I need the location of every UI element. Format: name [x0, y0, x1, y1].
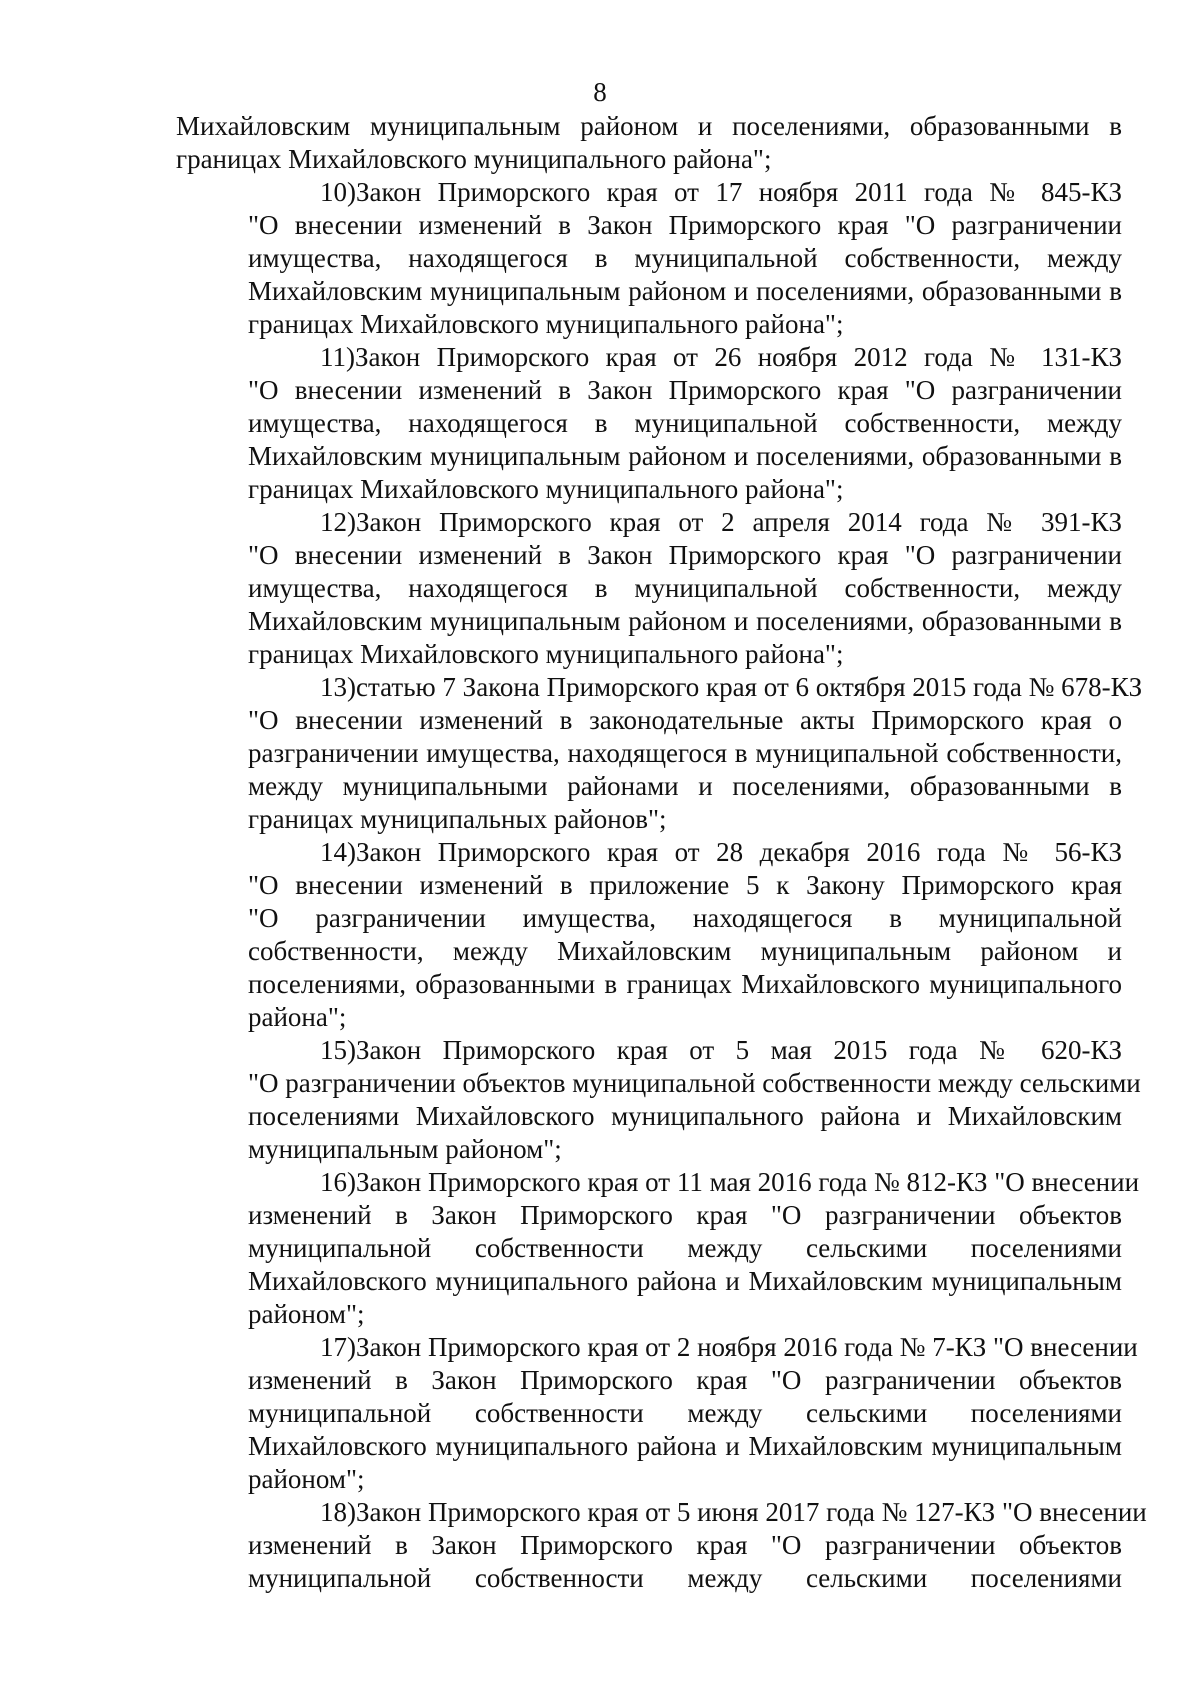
text-line: 17)Закон Приморского края от 2 ноября 2016 года № 7-КЗ "О внесении [320, 1332, 1138, 1362]
text-line: изменений в Закон Приморского края "О разграничении объектов [248, 1530, 1122, 1560]
paragraph-p11 [176, 341, 1122, 506]
text-line: "О разграничении имущества, находящегося в муниципальной [248, 903, 1122, 933]
text-line: имущества, находящегося в муниципальной собственности, между [248, 408, 1122, 438]
paragraph-p16 [176, 1166, 1140, 1331]
paragraph-p10 [176, 176, 1122, 341]
text-line: муниципальной собственности между сельскими поселениями [248, 1233, 1122, 1263]
text-line: изменений в Закон Приморского края "О разграничении объектов [248, 1365, 1122, 1395]
document-body [176, 110, 1147, 1595]
text-line: "О внесении изменений в приложение 5 к Закону Приморского края [248, 870, 1122, 900]
text-line: границах Михайловского муниципального района"; [248, 309, 844, 339]
text-line: муниципальной собственности между сельскими поселениями [248, 1398, 1122, 1428]
paragraph-p18 [176, 1496, 1147, 1595]
text-line: 14)Закон Приморского края от 28 декабря 2016 года № 56-КЗ [320, 837, 1122, 867]
text-line: муниципальным районом"; [248, 1134, 562, 1164]
page-number: 8 [593, 77, 607, 107]
text-line: 10)Закон Приморского края от 17 ноября 2011 года № 845-КЗ [320, 177, 1122, 207]
text-line: Михайловским муниципальным районом и поселениями, образованными в [248, 441, 1122, 471]
paragraph-p14 [176, 836, 1122, 1034]
paragraph-p17 [176, 1331, 1138, 1496]
text-line: Михайловским муниципальным районом и поселениями, образованными в [248, 276, 1122, 306]
text-line: границах муниципальных районов"; [248, 804, 667, 834]
text-line: изменений в Закон Приморского края "О разграничении объектов [248, 1200, 1122, 1230]
text-line: "О внесении изменений в законодательные акты Приморского края о [248, 705, 1122, 735]
text-line: разграничении имущества, находящегося в муниципальной собственности, [248, 738, 1122, 768]
text-line: "О внесении изменений в Закон Приморского края "О разграничении [248, 375, 1122, 405]
text-line: поселениями, образованными в границах Михайловского муниципального [248, 969, 1122, 999]
paragraph-p12 [176, 506, 1122, 671]
text-line: поселениями Михайловского муниципального района и Михайловским [248, 1101, 1122, 1131]
text-line: между муниципальными районами и поселениями, образованными в [248, 771, 1122, 801]
text-line: Михайловского муниципального района и Михайловским муниципальным [248, 1266, 1122, 1296]
paragraph-p-cont [176, 110, 1122, 176]
paragraph-p13 [176, 671, 1143, 836]
text-line: Михайловским муниципальным районом и поселениями, образованными в [176, 111, 1122, 141]
text-line: Михайловским муниципальным районом и поселениями, образованными в [248, 606, 1122, 636]
text-line: 15)Закон Приморского края от 5 мая 2015 года № 620-КЗ [320, 1035, 1122, 1065]
text-line: "О разграничении объектов муниципальной собственности между сельскими [248, 1068, 1141, 1098]
text-line: районом"; [248, 1299, 365, 1329]
text-line: 18)Закон Приморского края от 5 июня 2017 года № 127-КЗ "О внесении [320, 1497, 1147, 1527]
text-line: 16)Закон Приморского края от 11 мая 2016 года № 812-КЗ "О внесении [320, 1167, 1140, 1197]
text-line: районом"; [248, 1464, 365, 1494]
text-line: 13)статью 7 Закона Приморского края от 6 октября 2015 года № 678-КЗ [320, 672, 1143, 702]
text-line: границах Михайловского муниципального района"; [176, 144, 772, 174]
text-line: границах Михайловского муниципального района"; [248, 639, 844, 669]
text-line: муниципальной собственности между сельскими поселениями [248, 1563, 1122, 1593]
paragraph-p15 [176, 1034, 1141, 1166]
text-line: "О внесении изменений в Закон Приморского края "О разграничении [248, 540, 1122, 570]
text-line: Михайловского муниципального района и Михайловским муниципальным [248, 1431, 1122, 1461]
text-line: "О внесении изменений в Закон Приморского края "О разграничении [248, 210, 1122, 240]
text-line: 12)Закон Приморского края от 2 апреля 2014 года № 391-КЗ [320, 507, 1122, 537]
text-line: имущества, находящегося в муниципальной собственности, между [248, 573, 1122, 603]
text-line: границах Михайловского муниципального района"; [248, 474, 844, 504]
text-line: собственности, между Михайловским муниципальным районом и [248, 936, 1122, 966]
text-line: имущества, находящегося в муниципальной собственности, между [248, 243, 1122, 273]
text-line: 11)Закон Приморского края от 26 ноября 2012 года № 131-КЗ [320, 342, 1122, 372]
text-line: района"; [248, 1002, 347, 1032]
